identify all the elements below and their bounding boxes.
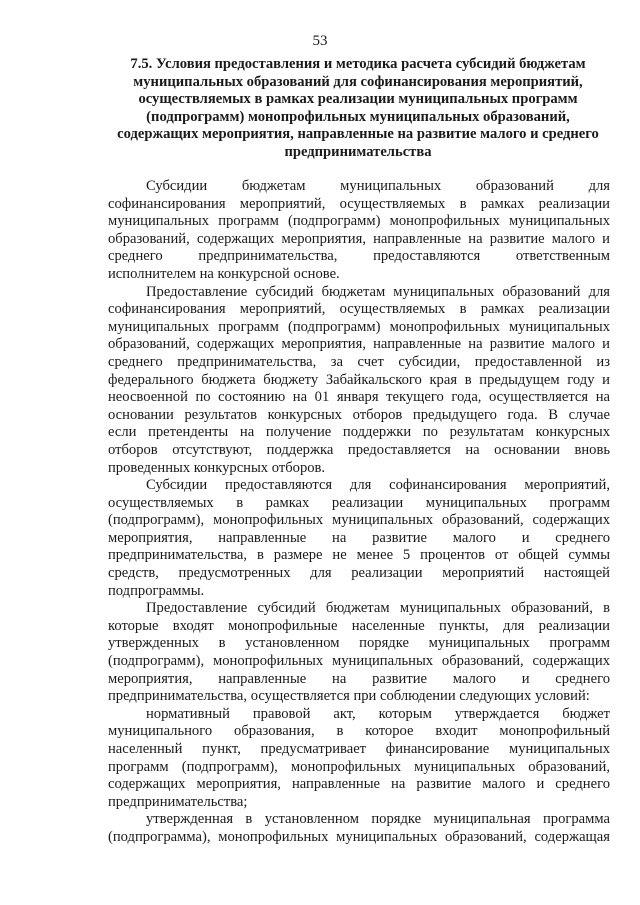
paragraph-line: средств, предусмотренных для реализации мероприятий настоящей — [108, 565, 610, 582]
document-body — [108, 178, 610, 847]
heading-line: содержащих мероприятия, направленные на развитие малого и среднего — [117, 126, 599, 143]
paragraph — [108, 178, 610, 284]
paragraph-line: среднего предпринимательства, предоставляются ответственным — [108, 248, 610, 265]
heading-line: 7.5. Условия предоставления и методика расчета субсидий бюджетам — [130, 56, 586, 72]
paragraph — [108, 811, 610, 846]
paragraph-line: программ (подпрограмм), монопрофильных муниципальных образований, — [108, 758, 610, 775]
paragraph-line: нормативный правовой акт, которым утверждается бюджет — [146, 705, 610, 722]
paragraph-line: предпринимательства, осуществляется при соблюдении следующих условий: — [108, 688, 590, 705]
page-number: 53 — [312, 33, 328, 49]
paragraph-line: мероприятия, направленные на развитие малого и среднего — [108, 670, 610, 687]
paragraph-line: Предоставление субсидий бюджетам муниципальных образований для — [146, 283, 610, 300]
paragraph-line: муниципального образования, в которое входит монопрофильный — [108, 723, 610, 740]
paragraph-line: (подпрограмма), монопрофильных муниципальных образований, содержащая — [108, 828, 610, 845]
heading-line: (подпрограмм) монопрофильных муниципальных образований, — [146, 108, 570, 125]
paragraph-line: которые входят монопрофильные населенные пункты, для реализации — [108, 617, 610, 634]
paragraph-line: утвержденная в установленном порядке муниципальная программа — [146, 811, 610, 828]
paragraph-line: федерального бюджета бюджету Забайкальского края в предыдущем году и — [108, 371, 610, 388]
paragraph-line: Предоставление субсидий бюджетам муниципальных образований, в — [146, 600, 610, 617]
paragraph — [108, 600, 610, 706]
heading-line: осуществляемых в рамках реализации муниципальных программ — [138, 91, 578, 108]
paragraph-line: (подпрограмм), монопрофильных муниципальных образований, содержащих — [108, 512, 610, 529]
paragraph-line: основании результатов конкурсных отборов предыдущего года. В случае — [108, 406, 610, 423]
paragraph-line: содержащих мероприятия, направленные на развитие малого и среднего — [108, 776, 610, 793]
paragraph-line: подпрограммы. — [108, 582, 205, 599]
paragraph-line: осуществляемых в рамках реализации муниципальных программ — [108, 494, 610, 511]
paragraph-line: исполнителем на конкурсной основе. — [108, 265, 340, 282]
paragraph-line: муниципальных программ (подпрограмм) монопрофильных муниципальных — [108, 213, 610, 230]
heading-line: предпринимательства — [284, 143, 432, 160]
paragraph — [108, 706, 610, 812]
paragraph-line: если претенденты на получение поддержки по результатам конкурсных — [108, 424, 610, 441]
paragraph-line: образований, содержащих мероприятия, направленные на развитие малого и — [108, 336, 610, 353]
paragraph-line: населенный пункт, предусматривает финансирование муниципальных — [108, 741, 610, 757]
paragraph-line: отборов отсутствуют, поддержка предоставляется на основании вновь — [108, 441, 610, 458]
paragraph-line: предпринимательства; — [108, 793, 248, 810]
paragraph-line: утвержденных в установленном порядке муниципальных программ — [108, 635, 610, 652]
paragraph-line: муниципальных программ (подпрограмм) монопрофильных муниципальных — [108, 318, 610, 335]
paragraph-line: мероприятия, направленные на развитие малого и среднего — [108, 529, 610, 546]
paragraph-line: Субсидии предоставляются для софинансирования мероприятий, — [146, 477, 610, 494]
paragraph-line: образований, содержащих мероприятия, направленные на развитие малого и — [108, 230, 610, 247]
heading-line: муниципальных образований для софинансирования мероприятий, — [133, 73, 583, 90]
paragraph-line: Субсидии бюджетам муниципальных образований для — [146, 178, 610, 194]
paragraph-line: софинансирования мероприятий, осуществляемых в рамках реализации — [108, 195, 610, 212]
paragraph-line: (подпрограмм), монопрофильных муниципальных образований, содержащих — [108, 653, 610, 670]
section-heading — [108, 56, 608, 162]
paragraph — [108, 284, 610, 478]
paragraph — [108, 477, 610, 600]
paragraph-line: неосвоенной по состоянию на 01 января текущего года, осуществляется на — [108, 389, 610, 406]
paragraph-line: среднего предпринимательства, за счет субсидии, предоставленной из — [108, 353, 610, 370]
paragraph-line: софинансирования мероприятий, осуществляемых в рамках реализации — [108, 301, 610, 318]
paragraph-line: проведенных конкурсных отборов. — [108, 459, 326, 476]
paragraph-line: предпринимательства, в размере не менее 5 процентов от общей суммы — [108, 547, 610, 564]
